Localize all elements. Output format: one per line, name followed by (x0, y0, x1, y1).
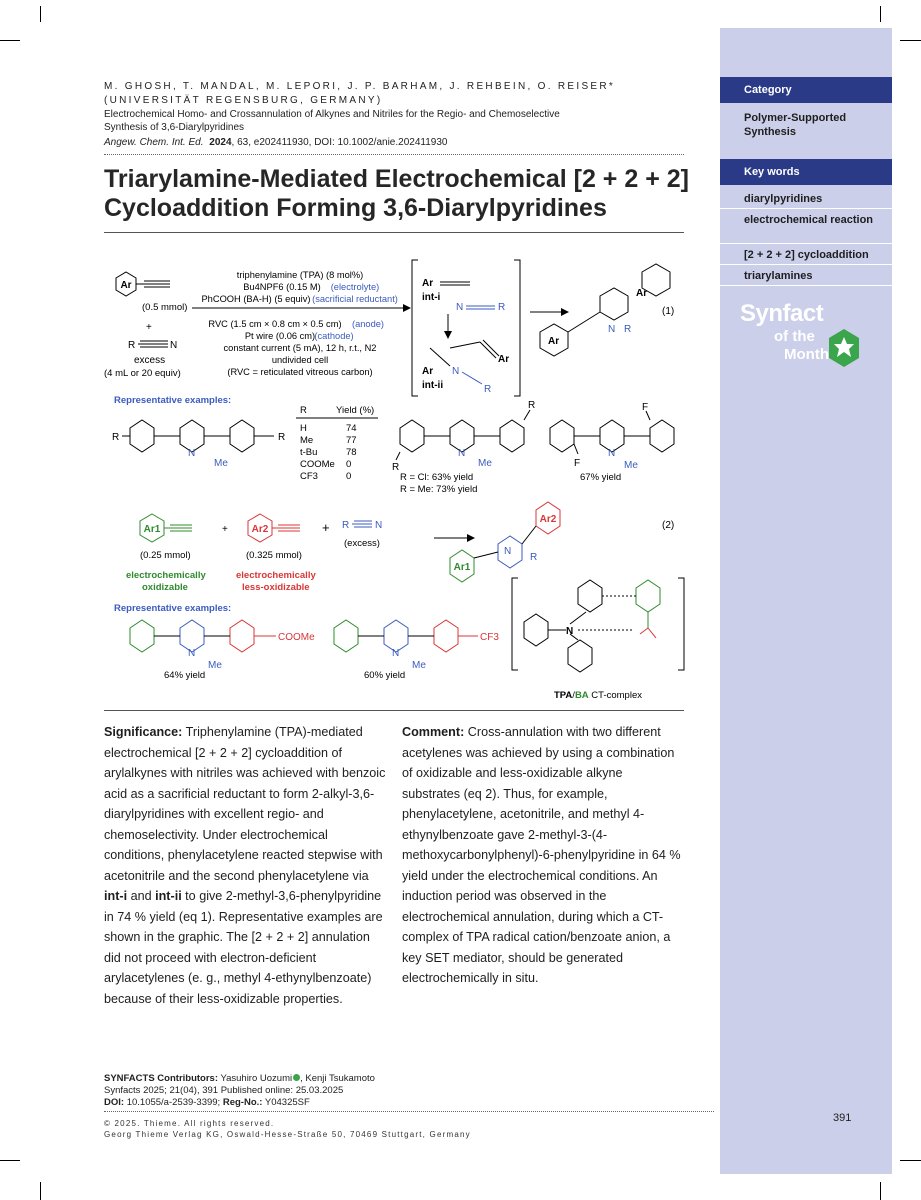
ct-tpa: TPA (554, 690, 573, 701)
authors-line: M. GHOSH, T. MANDAL, M. LEPORI, J. P. BARHAM, J. REHBEIN, O. REISER* (UNIVERSITÄT REGENSBURG, GERMANY) (104, 81, 616, 106)
rep-examples-2: Representative examples: (114, 603, 232, 614)
condition-line: PhCOOH (BA-H) (5 equiv) (201, 294, 311, 304)
cl-yield: R = Cl: 63% yield (400, 472, 474, 483)
ar1-amount: (0.25 mmol) (140, 550, 191, 561)
condition-note: (cathode) (314, 331, 354, 341)
rep-examples-1: Representative examples: (114, 395, 232, 406)
ar2-alkyne (248, 514, 300, 542)
keyword-divider (720, 264, 892, 265)
ct-ba: BA (574, 690, 589, 701)
table-r: t-Bu (300, 447, 318, 458)
reaction-scheme (100, 248, 690, 708)
keywords-header: Key words (720, 159, 892, 185)
cross-example-2 (334, 620, 478, 652)
crop-mark (40, 1182, 41, 1200)
condition-note: (sacrificial reductant) (312, 294, 398, 304)
table-y: 0 (346, 459, 352, 470)
plus-eq2-b: + (322, 520, 330, 535)
eq2-nitrile-r: R (342, 520, 350, 531)
fluoro-yield: 67% yield (580, 472, 622, 483)
fluoro-f-bottom: F (574, 458, 581, 469)
sidebar (720, 28, 892, 1174)
category-value: Polymer-Supported Synthesis (744, 112, 847, 138)
comment-paragraph (402, 722, 684, 989)
page-number: 391 (833, 1112, 852, 1124)
oxidizable-label-2: oxidizable (142, 582, 188, 593)
significance-text-2: and (127, 889, 156, 903)
table-r: CF3 (300, 471, 318, 482)
keyword-item: triarylamines (744, 270, 813, 282)
cross2-me: Me (412, 660, 426, 671)
star-badge-icon (824, 328, 864, 368)
crop-mark (0, 40, 20, 41)
product-n: N (608, 324, 616, 335)
contributors-names-2: , Kenji Tsukamoto (300, 1073, 375, 1084)
meta-me: Me (478, 458, 492, 469)
less-oxidizable-label-2: less-oxidizable (242, 582, 310, 593)
ar1-label: Ar1 (143, 524, 161, 535)
ct-complex (512, 578, 684, 672)
cross1-n: N (188, 648, 196, 659)
synfacts-citation: Synfacts 2025; 21(04), 391 Published online: 25.03.2025 (104, 1085, 344, 1096)
arylalkyne-reagent (116, 272, 187, 313)
keyword-item: [2 + 2 + 2] cycloaddition (744, 249, 869, 261)
journal-citation (104, 137, 447, 148)
condition-line: Pt wire (0.06 cm) (244, 331, 316, 341)
product-ar2: Ar2 (539, 514, 557, 525)
ar2-amount: (0.325 mmol) (246, 550, 302, 561)
oxidizable-label: electrochemically (126, 570, 206, 581)
coome-label: COOMe (278, 632, 315, 643)
logo-word: Synfact (740, 300, 824, 327)
keyword-divider (720, 285, 892, 286)
nitrile-n: N (170, 340, 178, 351)
excess-label: excess (134, 355, 166, 366)
int-ii-n: N (452, 366, 460, 377)
ar-label: Ar (120, 280, 132, 291)
int-ar-2: Ar (498, 354, 510, 365)
yield-60: 60% yield (364, 670, 406, 681)
reg-value: Y04325SF (262, 1097, 310, 1108)
ct-caption (554, 690, 642, 701)
crop-mark (900, 40, 921, 41)
meta-n: N (458, 448, 466, 459)
ct-n: N (566, 626, 574, 637)
doi-label: DOI: (104, 1097, 125, 1108)
generic-n: N (188, 448, 196, 459)
doi-value: 10.1055/a-2539-3399; (124, 1097, 221, 1108)
reaction-conditions (192, 270, 410, 377)
excess-eq2: (excess) (344, 538, 380, 549)
product2-n: N (504, 546, 512, 557)
doi-line (104, 1097, 375, 1109)
ct-slash: / (572, 690, 575, 701)
condition-line: constant current (5 mA), 12 h, r.t., N2 (223, 343, 377, 353)
int-ii-label: int-ii (422, 380, 444, 391)
reg-label: Reg-No.: (220, 1097, 263, 1108)
r-right: R (278, 432, 286, 443)
table-y: 74 (346, 423, 357, 434)
product-eq1 (540, 264, 670, 356)
title-rule (104, 232, 684, 233)
fluoro-me: Me (624, 460, 638, 471)
keyword-item: diarylpyridines (744, 193, 823, 205)
nitrile-r: R (128, 340, 136, 351)
condition-line: Bu4NPF6 (0.15 M) (243, 282, 321, 292)
header-dotted-rule (104, 154, 684, 155)
table-head-r: R (300, 405, 307, 416)
int-ii-r: R (484, 384, 492, 395)
comment-text: Cross-annulation with two different acetylenes was achieved by using a combination of oxidizable and less-oxidizable alkyne substrates (eq 2). Thus, for example, phenylacetylene, acetonitrile, and methyl 4-ethynylbenzoate gave 2-methyl-3-(4-methoxycarbonylphenyl)-6-phenylpyridine in 64 % yield under the electrochemical conditions. An induction period was observed in the electrochemical annulation, during which a CT-complex of TPA radical cation/benzoate anion, a key SET mediator, should be generated electrochemically in situ. (402, 725, 681, 985)
journal-year: 2024 (209, 137, 232, 148)
ar-amount: (0.5 mmol) (142, 302, 188, 313)
category-header: Category (720, 77, 892, 103)
condition-line: undivided cell (271, 355, 329, 365)
int-i-label: int-i (422, 292, 441, 303)
fluoro-f-top: F (642, 402, 649, 413)
contributors-line (104, 1073, 375, 1085)
product-ar-top: Ar (636, 288, 648, 299)
ct-rest: CT-complex (588, 690, 642, 701)
product2-r: R (530, 552, 538, 563)
contributors-block (104, 1073, 375, 1109)
condition-line: (RVC = reticulated vitreous carbon) (227, 367, 373, 377)
int-nitrile-n: N (456, 302, 464, 313)
cross2-n: N (392, 648, 400, 659)
cross1-me: Me (208, 660, 222, 671)
intermediates-bracket (412, 260, 520, 396)
condition-note: (anode) (351, 319, 385, 329)
journal-name: Angew. Chem. Int. Ed. (104, 137, 204, 148)
contributors-label: SYNFACTS Contributors: (104, 1073, 218, 1084)
ar2-label: Ar2 (251, 524, 269, 535)
fluoro-n: N (608, 448, 616, 459)
keyword-divider (720, 243, 892, 244)
significance-text-3: to give 2-methyl-3,6-phenylpyridine in 74 % yield (eq 1). Representative examples are shown in the graphic. The [2 + 2 + 2] annulation did not proceed with electron-deficient arylacetylenes (e. g., methyl 4-ethynylbenzoate) because of their less-oxidizable properties. (104, 889, 383, 1006)
product-ar1: Ar1 (453, 562, 471, 573)
plus-eq2: + (222, 524, 228, 535)
generic-me: Me (214, 458, 228, 469)
page-title: Triarylamine-Mediated Electrochemical [2 + 2 + 2] Cycloaddition Forming 3,6-Diarylpyridines (104, 165, 689, 222)
crop-mark (40, 6, 41, 22)
table-y: 77 (346, 435, 357, 446)
excess-amount: (4 mL or 20 equiv) (104, 368, 181, 379)
product-r: R (624, 324, 632, 335)
publisher-address: Georg Thieme Verlag KG, Oswald-Hesse-Straße 50, 70469 Stuttgart, Germany (104, 1130, 471, 1139)
condition-line: RVC (1.5 cm × 0.8 cm × 0.5 cm) (208, 319, 342, 329)
cf3-label: CF3 (480, 632, 499, 643)
product-ar-left: Ar (548, 336, 560, 347)
crop-mark (0, 1160, 20, 1161)
less-oxidizable-label: electrochemically (236, 570, 316, 581)
comment-label: Comment: (402, 725, 465, 739)
me-yield: R = Me: 73% yield (400, 484, 478, 495)
significance-paragraph (104, 722, 386, 1009)
meta-r-bottom: R (392, 462, 400, 473)
keyword-divider (720, 208, 892, 209)
yield-table (296, 405, 378, 482)
int-ar-3: Ar (422, 366, 434, 377)
meta-r-top: R (528, 400, 536, 411)
journal-volume-doi: , 63, e202411930, DOI: 10.1002/anie.202411930 (231, 137, 448, 148)
nitrile-reagent (104, 340, 181, 379)
significance-int2: int-ii (155, 889, 182, 903)
table-head-yield: Yield (%) (336, 405, 375, 416)
table-r: COOMe (300, 459, 335, 470)
significance-text-1: Triphenylamine (TPA)-mediated electrochemical [2 + 2 + 2] cycloaddition of arylalkynes with nitriles was achieved with benzoic acid as a sacrificial reductant to form 2-alkyl-3,6-diarylpyridines with excellent regio- and chemoselectivity. Under electrochemical conditions, phenylacetylene reacted stepwise with acetonitrile and the second phenylacetylene via (104, 725, 386, 883)
crop-mark (900, 1160, 921, 1161)
condition-note: (electrolyte) (330, 282, 380, 292)
condition-line: triphenylamine (TPA) (8 mol%) (236, 270, 364, 280)
logo-month: Month (784, 346, 829, 363)
table-y: 78 (346, 447, 357, 458)
logo-of: of the (774, 328, 815, 345)
reference-title: Electrochemical Homo- and Crossannulation of Alkynes and Nitriles for the Regio- and Chemoselective Synthesis of 3,6-Diarylpyridines (104, 109, 560, 133)
ar1-alkyne (140, 514, 192, 542)
copyright-line: © 2025. Thieme. All rights reserved. (104, 1119, 275, 1128)
equation-2: (2) (662, 520, 675, 531)
equation-1: (1) (662, 306, 675, 317)
significance-label: Significance: (104, 725, 183, 739)
synfact-logo (740, 300, 890, 386)
table-y: 0 (346, 471, 352, 482)
eq2-nitrile-n: N (375, 520, 383, 531)
table-r: H (300, 423, 307, 434)
contributors-names: Yasuhiro Uozumi (218, 1073, 293, 1084)
generic-product (122, 420, 274, 452)
footer-dotted-rule (104, 1111, 714, 1112)
copyright-block (104, 1118, 471, 1140)
crop-mark (880, 1182, 881, 1200)
keyword-item: electrochemical reaction (744, 214, 874, 226)
scheme-rule (104, 710, 684, 711)
int-ar: Ar (422, 278, 434, 289)
int-nitrile-r: R (498, 302, 506, 313)
significance-int1: int-i (104, 889, 128, 903)
table-r: Me (300, 435, 314, 446)
yield-64: 64% yield (164, 670, 206, 681)
plus-sign: + (146, 322, 152, 333)
cross-example-1 (130, 620, 276, 652)
r-left: R (112, 432, 120, 443)
crop-mark (880, 6, 881, 22)
